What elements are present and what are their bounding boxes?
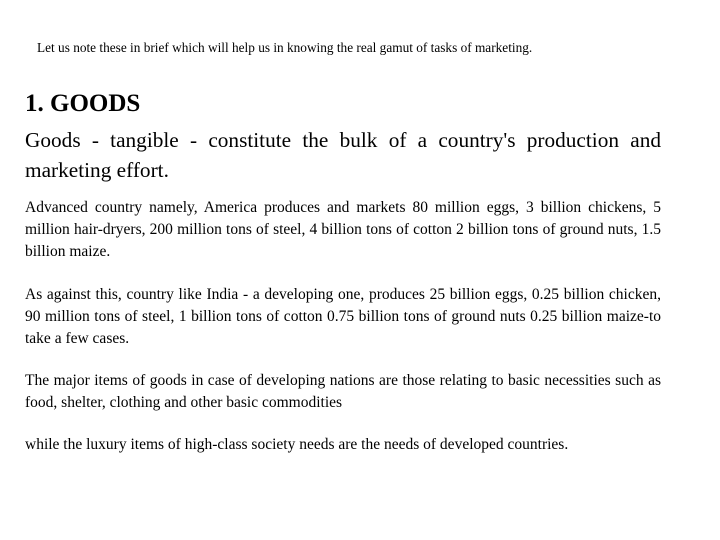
paragraph-developing-nations: The major items of goods in case of developing nations are those relating to basic necessities such as food, shelter, clothing and other basic commodities: [25, 372, 661, 411]
intro-text: Let us note these in brief which will help us in knowing the real gamut of tasks of marketing.: [37, 40, 533, 55]
section-heading: 1. GOODS: [25, 90, 141, 117]
paragraph-america: Advanced country namely, America produces and markets 80 million eggs, 3 billion chickens, 5 million hair-dryers, 200 million tons of steel, 4 billion tons of cotton 2 billion tons of ground nuts, 1.5 billion maize.: [25, 199, 661, 260]
paragraph-luxury-items: while the luxury items of high-class society needs are the needs of developed countries.: [25, 436, 569, 453]
paragraph-india: As against this, country like India - a developing one, produces 25 billion eggs, 0.25 billion chicken, 90 million tons of steel, 1 billion tons of cotton 0.75 billion tons of ground nuts 0.25 billion maize-to take a few cases.: [25, 286, 661, 347]
lead-paragraph: Goods - tangible - constitute the bulk of a country's production and marketing effort.: [25, 128, 661, 182]
